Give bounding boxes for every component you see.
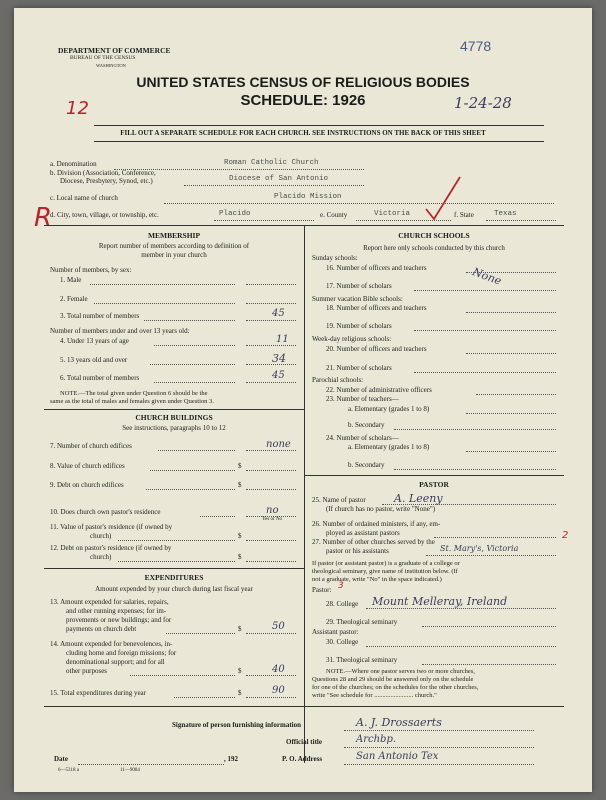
local-name-value: Placido Mission bbox=[274, 193, 342, 201]
q13-label-2: and other running expenses; for im- bbox=[66, 607, 167, 615]
q19-label: 19. Number of scholars bbox=[326, 322, 392, 330]
handwritten-r-mark: R bbox=[34, 203, 53, 233]
summer-label: Summer vacation Bible schools: bbox=[312, 295, 403, 303]
census-form bbox=[14, 8, 592, 792]
pastor-mark: 3 bbox=[338, 581, 344, 591]
date-label: Date bbox=[54, 755, 68, 763]
pastor-note-1: NOTE.—Where one pastor serves two or more churches, bbox=[326, 668, 475, 675]
q14-value: 40 bbox=[272, 664, 285, 675]
signature-label: Signature of person furnishing information bbox=[172, 721, 301, 729]
q12-label-2: church) bbox=[90, 553, 112, 561]
other-churches-count: 2 bbox=[562, 530, 569, 541]
q23-label: 23. Number of teachers— bbox=[326, 395, 399, 403]
assistant-label: Assistant pastor: bbox=[312, 628, 359, 636]
pastor-note-2: Questions 28 and 29 should be answered only on the schedule bbox=[312, 676, 474, 683]
schools-none-value: None bbox=[470, 265, 504, 288]
q14-label-1: 14. Amount expended for benevolences, in- bbox=[50, 640, 173, 648]
q9-dollar: $ bbox=[238, 481, 242, 489]
parochial-label: Parochial schools: bbox=[312, 376, 364, 384]
pastor-note-4: write "See schedule for ........................ church." bbox=[312, 692, 437, 699]
department-label: DEPARTMENT OF COMMERCE bbox=[58, 46, 171, 55]
denomination-value: Roman Catholic Church bbox=[224, 159, 319, 167]
q18-label: 18. Number of officers and teachers bbox=[326, 304, 427, 312]
q8-label: 8. Value of church edifices bbox=[50, 462, 125, 470]
q25-note: (If church has no pastor, write "None") bbox=[326, 505, 436, 513]
q21-label: 21. Number of scholars bbox=[326, 364, 392, 372]
city-label: WASHINGTON bbox=[96, 63, 126, 68]
q25-label: 25. Name of pastor bbox=[312, 496, 366, 504]
q27-label-1: 27. Number of other churches served by the bbox=[312, 538, 435, 546]
q15-value: 90 bbox=[272, 685, 285, 696]
county-value: Victoria bbox=[374, 210, 411, 218]
q12-label: 12. Debt on pastor's residence (if owned by bbox=[50, 544, 172, 552]
q9-label: 9. Debt on church edifices bbox=[50, 481, 124, 489]
college-value: Mount Melleray, Ireland bbox=[372, 595, 508, 608]
po-address-value: San Antonio Tex bbox=[356, 751, 439, 762]
membership-note-1: NOTE.—The total given under Question 6 should be the bbox=[60, 390, 208, 397]
q15-label: 15. Total expenditures during year bbox=[50, 689, 146, 697]
q5-label: 5. 13 years old and over bbox=[60, 356, 128, 364]
q23b-label: b. Secondary bbox=[348, 421, 385, 429]
expenditures-sub: Amount expended by your church during last fiscal year bbox=[95, 585, 253, 593]
buildings-sub: See instructions, paragraphs 10 to 12 bbox=[122, 424, 226, 432]
weekday-label: Week-day religious schools: bbox=[312, 335, 392, 343]
q13-label-4: payments on church debt bbox=[66, 625, 137, 633]
state-label: f. State bbox=[454, 211, 474, 219]
membership-title: MEMBERSHIP bbox=[147, 231, 201, 240]
division-label-2: Diocese, Presbytery, Synod, etc.) bbox=[60, 177, 153, 185]
q14-label-4: other purposes bbox=[66, 667, 108, 675]
membership-sub-2: member in your church bbox=[141, 251, 207, 259]
division-value: Diocese of San Antonio bbox=[229, 175, 329, 183]
handwritten-number: 12 bbox=[66, 98, 89, 119]
q16-label: 16. Number of officers and teachers bbox=[326, 264, 427, 272]
q13-value: 50 bbox=[272, 621, 285, 632]
pastor-note-3: for one of the churches; on the schedules for the other churches, bbox=[312, 684, 479, 691]
q23a-label: a. Elementary (grades 1 to 8) bbox=[348, 405, 430, 413]
county-label: e. County bbox=[320, 211, 348, 219]
handwritten-date: 1-24-28 bbox=[454, 94, 512, 112]
form-title: UNITED STATES CENSUS OF RELIGIOUS BODIES bbox=[136, 74, 470, 90]
graduate-note-2: theological seminary, give name of institution below. (If bbox=[312, 568, 458, 575]
q20-label: 20. Number of officers and teachers bbox=[326, 345, 427, 353]
graduate-note-3: not a graduate, write "No" in the space indicated.) bbox=[312, 576, 442, 583]
pastor-name-value: A. Leeny bbox=[394, 492, 443, 505]
sunday-label: Sunday schools: bbox=[312, 254, 358, 262]
q6-value: 45 bbox=[272, 370, 285, 381]
division-label: b. Division (Association, Conference, bbox=[50, 169, 156, 177]
q5-value: 34 bbox=[272, 352, 286, 365]
city-field-label: d. City, town, village, or township, etc. bbox=[50, 211, 159, 219]
q11-label: 11. Value of pastor's residence (if owned by bbox=[50, 523, 173, 531]
print-code-1: 6—5318 a bbox=[58, 768, 79, 773]
pastor-title: PASTOR bbox=[419, 480, 449, 489]
q1-label: 1. Male bbox=[60, 276, 82, 284]
state-value: Texas bbox=[494, 210, 517, 218]
q12-dollar: $ bbox=[238, 553, 242, 561]
q26-label-2: ployed as assistant pastors bbox=[326, 529, 400, 537]
q29-label: 29. Theological seminary bbox=[326, 618, 398, 626]
schools-title: CHURCH SCHOOLS bbox=[398, 231, 470, 240]
q10-label: 10. Does church own pastor's residence bbox=[50, 508, 161, 516]
q13-label-1: 13. Amount expended for salaries, repairs, bbox=[50, 598, 169, 606]
q3-value: 45 bbox=[272, 308, 285, 319]
other-churches-value: St. Mary's, Victoria bbox=[440, 544, 519, 553]
membership-sub-1: Report number of members according to definition of bbox=[98, 242, 250, 250]
q30-label: 30. College bbox=[326, 638, 359, 646]
q8-dollar: $ bbox=[238, 462, 242, 470]
print-code-2: 11—9084 bbox=[120, 768, 140, 773]
q10-value: no bbox=[266, 505, 279, 516]
check-mark-icon bbox=[424, 173, 464, 223]
bureau-label: BUREAU OF THE CENSUS bbox=[70, 55, 136, 61]
q2-label: 2. Female bbox=[60, 295, 88, 303]
form-number: 4778 bbox=[460, 38, 492, 54]
q7-label: 7. Number of church edifices bbox=[50, 442, 132, 450]
q4-value: 11 bbox=[276, 334, 289, 345]
expenditures-title: EXPENDITURES bbox=[144, 573, 204, 582]
schools-sub: Report here only schools conducted by this church bbox=[363, 244, 505, 252]
q13-dollar: $ bbox=[238, 625, 242, 633]
q31-label: 31. Theological seminary bbox=[326, 656, 398, 664]
q14-dollar: $ bbox=[238, 667, 242, 675]
q14-label-3: denominational support; and for all bbox=[66, 658, 165, 666]
q3-label: 3. Total number of members bbox=[60, 312, 140, 320]
instruction-banner: FILL OUT A SEPARATE SCHEDULE FOR EACH CHURCH. SEE INSTRUCTIONS ON THE BACK OF THIS SHEET bbox=[120, 129, 486, 137]
q17-label: 17. Number of scholars bbox=[326, 282, 392, 290]
yes-no-hint: Yes or No bbox=[262, 517, 283, 522]
q15-dollar: $ bbox=[238, 689, 242, 697]
q11-dollar: $ bbox=[238, 532, 242, 540]
age-label: Number of members under and over 13 years old: bbox=[50, 327, 190, 335]
q4-label: 4. Under 13 years of age bbox=[60, 337, 129, 345]
q22-label: 22. Number of administrative officers bbox=[326, 386, 432, 394]
schedule-title: SCHEDULE: 1926 bbox=[240, 92, 366, 109]
q24-label: 24. Number of scholars— bbox=[326, 434, 399, 442]
q14-label-2: cluding home and foreign missions; for bbox=[66, 649, 177, 657]
q11-label-2: church) bbox=[90, 532, 112, 540]
official-title-label: Official title bbox=[286, 738, 322, 746]
official-title-value: Archbp. bbox=[356, 734, 397, 745]
membership-note-2: same as the total of males and females given under Question 3. bbox=[50, 398, 214, 405]
by-sex-label: Number of members, by sex: bbox=[50, 266, 132, 274]
year-label: , 192 bbox=[224, 755, 238, 763]
city-value: Placido bbox=[219, 210, 251, 218]
local-name-label: c. Local name of church bbox=[50, 194, 118, 202]
po-address-label: P. O. Address bbox=[282, 755, 323, 763]
q26-label-1: 26. Number of ordained ministers, if any, em- bbox=[312, 520, 441, 528]
pastor-sub-label: Pastor: bbox=[312, 586, 332, 594]
q24a-label: a. Elementary (grades 1 to 8) bbox=[348, 443, 430, 451]
q28-label: 28. College bbox=[326, 600, 359, 608]
buildings-title: CHURCH BUILDINGS bbox=[135, 413, 213, 422]
graduate-note-1: If pastor (or assistant pastor) is a graduate of a college or bbox=[312, 560, 460, 567]
signature-value: A. J. Drossaerts bbox=[356, 716, 442, 729]
q13-label-3: provements or new buildings; and for bbox=[66, 616, 172, 624]
denomination-label: a. Denomination bbox=[50, 160, 97, 168]
q6-label: 6. Total number of members bbox=[60, 374, 140, 382]
q27-label-2: pastor or his assistants bbox=[326, 547, 389, 555]
q7-value: none bbox=[266, 439, 291, 450]
q24b-label: b. Secondary bbox=[348, 461, 385, 469]
